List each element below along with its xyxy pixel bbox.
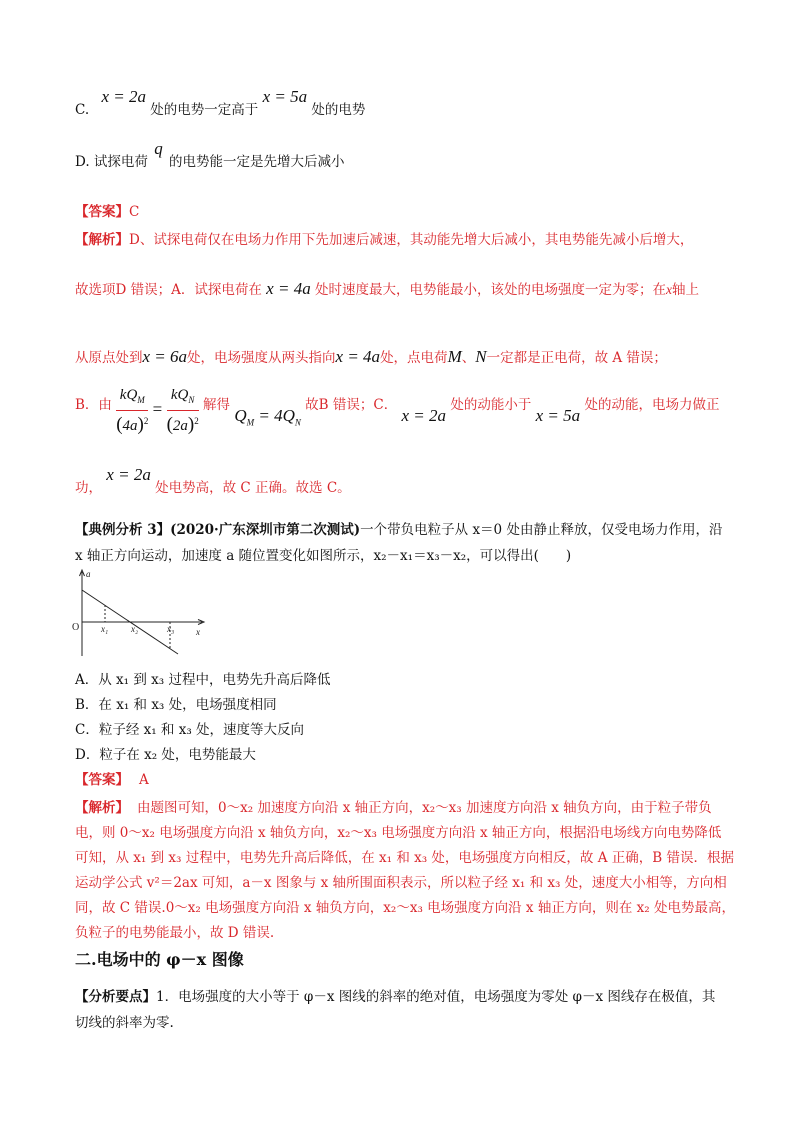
explanation-2-line-5: 同，故 C 错误.0～x₂ 电场强度方向沿 x 轴负方向，x₂～x₃ 电场强度方向沿 x 轴正方向，则在 x₂ 处电势最高， bbox=[75, 900, 735, 916]
answer-2: 【答案】 A bbox=[75, 772, 149, 788]
fraction-kqm: $\frac{kQ_M}{(4a)^2}$ bbox=[116, 387, 149, 435]
x1-label: x₁ bbox=[101, 624, 109, 634]
answer-1: 【答案】C bbox=[75, 204, 140, 220]
explanation-2-line-4: 运动学公式 v²＝2ax 可知，a－x 图象与 x 轴所围面积表示，所以粒子经 x₁ 和 x₃ 处，速度大小相等，方向相 bbox=[75, 875, 727, 891]
fraction-kqn: $\frac{kQ_N}{(2a)^2}$ bbox=[166, 387, 199, 435]
y-axis-label: a bbox=[86, 569, 91, 579]
option-a-2: A．从 x₁ 到 x₃ 过程中，电势先升高后降低 bbox=[75, 672, 331, 688]
example-3-line-1: 【典例分析 3】(2020·广东深圳市第二次测试)一个带负电粒子从 x＝0 处由静止释放，仅受电场力作用，沿 bbox=[75, 522, 723, 538]
math-x-2a: x = 2a bbox=[101, 87, 146, 106]
explanation-1-line-2: 故选项D 错误；A．试探电荷在 x = 4a 处时速度最大，电势能最小，该处的电场强度一定为零；在x轴上 bbox=[75, 279, 699, 298]
option-c-2: C．粒子经 x₁ 和 x₃ 处，速度等大反向 bbox=[75, 722, 305, 738]
section-2-heading: 二.电场中的 φ－x 图像 bbox=[75, 950, 244, 969]
x2-label: x₂ bbox=[131, 624, 139, 634]
option-c: C. x = 2a 处的电势一定高于 x = 5a 处的电势 bbox=[75, 87, 366, 118]
explanation-2-line-3: 可知，从 x₁ 到 x₃ 过程中，电势先升高后降低，在 x₁ 和 x₃ 处，电场强度方向相反，故 A 正确，B 错误．根据 bbox=[75, 850, 734, 866]
explanation-1-line-4: B．由 $\frac{kQ_M}{(4a)^2}$ = $\frac{kQ_N}{(2a)^2}$ 解得 $Q_M = 4Q_N$ 故B 错误；C． x = 2a 处的动能小于 x = 5a 处的动能，电场力做正 bbox=[75, 387, 720, 435]
acceleration-position-graph bbox=[70, 566, 210, 658]
origin-label: O bbox=[72, 622, 80, 633]
example-3-line-2: x 轴正方向运动，加速度 a 随位置变化如图所示，x₂－x₁＝x₃－x₂，可以得出( ) bbox=[75, 548, 572, 564]
x3-label: x₃ bbox=[167, 624, 175, 634]
option-d: D. 试探电荷 q 的电势能一定是先增大后减小 bbox=[75, 139, 345, 170]
explanation-1-line-1: 【解析】D、试探电荷仅在电场力作用下先加速后减速，其动能先增大后减小，其电势能先减小后增大， bbox=[75, 232, 694, 248]
key-points-line-2: 切线的斜率为零. bbox=[75, 1015, 174, 1031]
explanation-1-line-3: 从原点处到x = 6a处，电场强度从两头指向x = 4a处，点电荷M、N一定都是正电荷，故 A 错误； bbox=[75, 347, 667, 366]
explanation-2-line-1: 【解析】 由题图可知，0～x₂ 加速度方向沿 x 轴正方向，x₂～x₃ 加速度方向沿 x 轴负方向，由于粒子带负 bbox=[75, 800, 712, 816]
explanation-1-line-5: 功， x = 2a 处电势高，故 C 正确。故选 C。 bbox=[75, 465, 351, 496]
option-b-2: B．在 x₁ 和 x₃ 处，电场强度相同 bbox=[75, 697, 277, 713]
explanation-2-line-2: 电，则 0～x₂ 电场强度方向沿 x 轴负方向，x₂～x₃ 电场强度方向沿 x 轴正方向，根据沿电场线方向电势降低 bbox=[75, 825, 722, 841]
x-axis-label: x bbox=[196, 627, 200, 637]
math-q: q bbox=[154, 139, 163, 158]
explanation-2-line-6: 负粒子的电势能最小，故 D 错误. bbox=[75, 925, 275, 941]
math-x-5a: x = 5a bbox=[262, 87, 308, 106]
key-points-line-1: 【分析要点】1．电场强度的大小等于 φ－x 图线的斜率的绝对值，电场强度为零处 φ－x 图线存在极值，其 bbox=[75, 989, 716, 1005]
option-d-2: D．粒子在 x₂ 处，电势能最大 bbox=[75, 747, 256, 763]
